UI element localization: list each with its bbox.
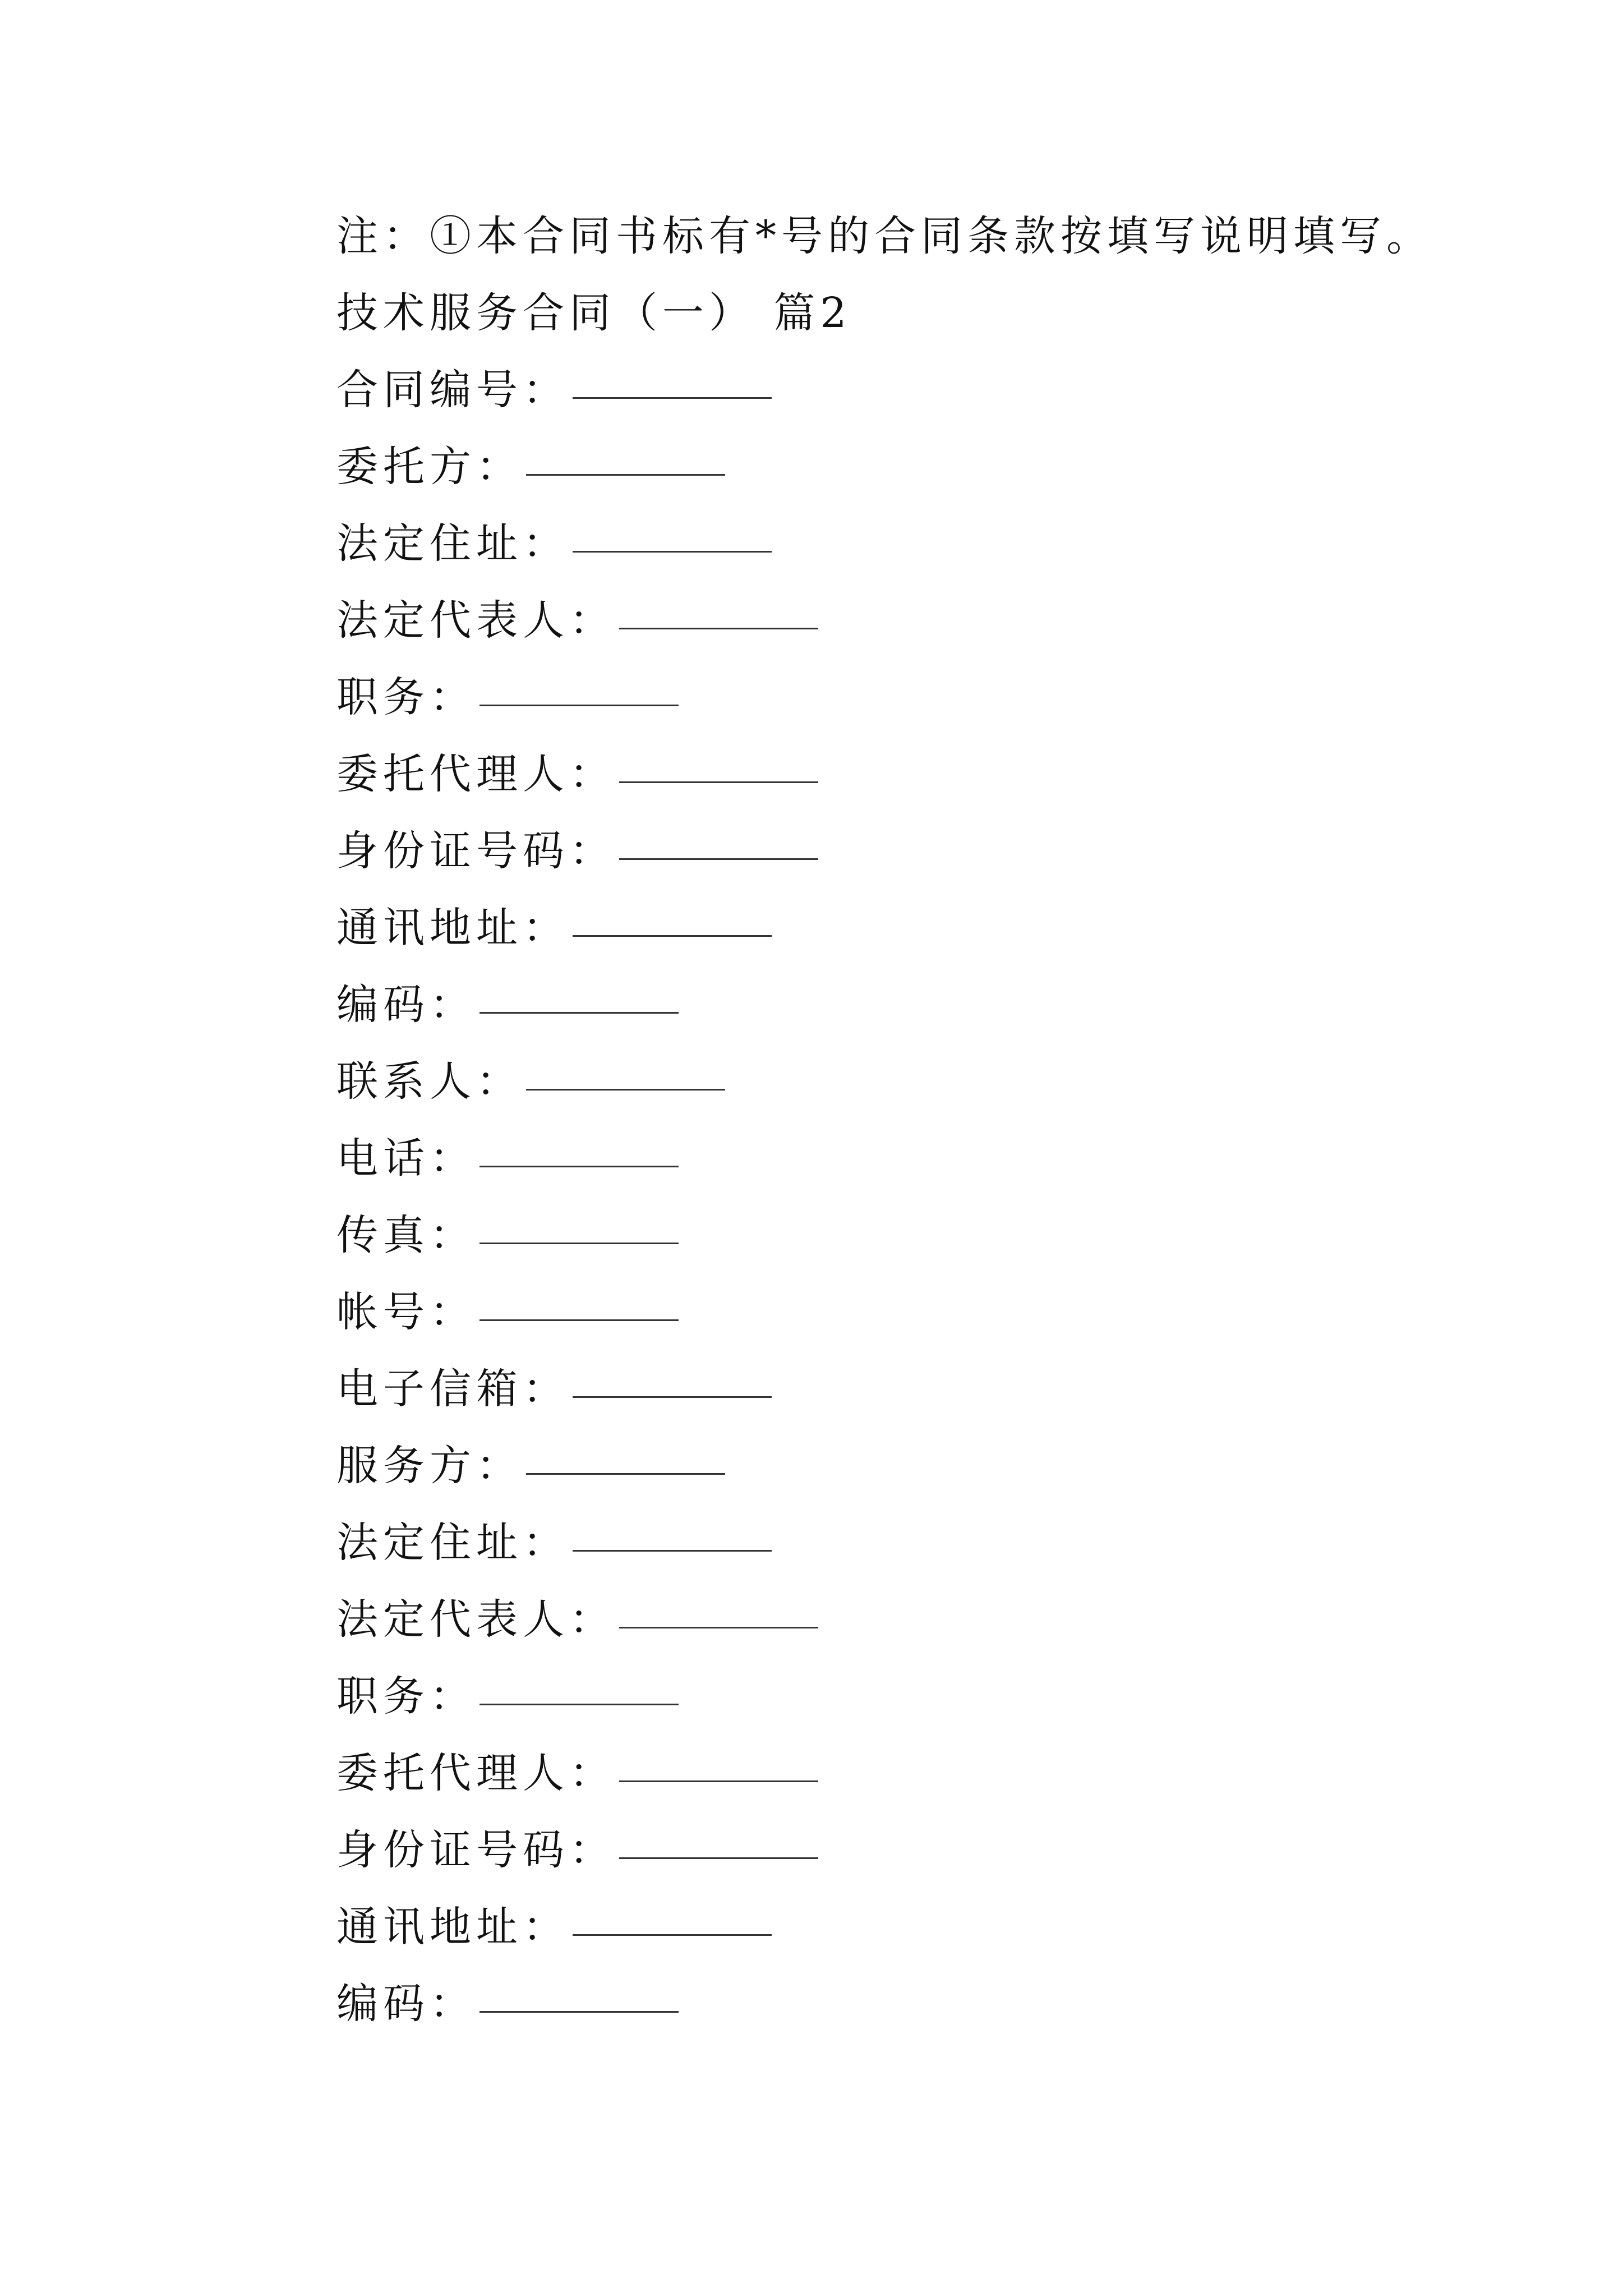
field-row-postcode [336, 977, 1514, 1054]
field-row-email [336, 1361, 1514, 1438]
fill-blank [619, 823, 818, 860]
fill-blank [479, 1285, 679, 1321]
section-title [336, 286, 1514, 362]
field-label: 合同编号： [336, 366, 569, 414]
document-body [336, 209, 1514, 2053]
field-label: 电子信箱： [336, 1365, 569, 1413]
field-row-account [336, 1285, 1514, 1361]
field-label: 职务： [336, 673, 476, 721]
fill-blank [479, 1131, 679, 1167]
field-label: 传真： [336, 1211, 476, 1259]
contract-note [336, 209, 1514, 286]
field-label: 法定代表人： [336, 596, 616, 645]
field-label: 委托代理人： [336, 1749, 616, 1797]
field-label: 法定代表人： [336, 1595, 616, 1644]
field-row-position-2 [336, 1669, 1514, 1746]
fill-blank [619, 593, 818, 629]
field-row-position [336, 670, 1514, 747]
field-row-mailing-address-2 [336, 1899, 1514, 1976]
fill-blank [619, 1592, 818, 1628]
field-label: 职务： [336, 1672, 476, 1720]
field-label: 通讯地址： [336, 904, 569, 952]
fill-blank [573, 900, 772, 937]
field-label: 联系人： [336, 1057, 523, 1106]
field-label: 委托代理人： [336, 750, 616, 798]
fill-blank [526, 1438, 725, 1475]
field-row-id-number [336, 823, 1514, 900]
field-label: 帐号： [336, 1288, 476, 1336]
field-row-contract-number [336, 362, 1514, 439]
field-row-phone [336, 1131, 1514, 1208]
fill-blank [479, 1976, 679, 2013]
field-row-service-provider [336, 1438, 1514, 1515]
field-row-agent [336, 747, 1514, 823]
field-row-contact-person [336, 1054, 1514, 1131]
fill-blank [526, 439, 725, 476]
fill-blank [573, 1899, 772, 1936]
note-text: 注：①本合同书标有*号的合同条款按填写说明填写。 [336, 212, 1433, 260]
fill-blank [573, 362, 772, 399]
fill-blank [619, 747, 818, 783]
field-row-legal-representative [336, 593, 1514, 670]
fill-blank [479, 977, 679, 1014]
fill-blank [479, 670, 679, 706]
field-row-legal-address [336, 516, 1514, 593]
field-label: 法定住址： [336, 1519, 569, 1567]
field-label: 编码： [336, 981, 476, 1029]
field-label: 委托方： [336, 443, 523, 491]
fill-blank [573, 1515, 772, 1552]
field-label: 电话： [336, 1134, 476, 1182]
fill-blank [479, 1208, 679, 1244]
field-label: 通讯地址： [336, 1903, 569, 1951]
field-row-legal-representative-2 [336, 1592, 1514, 1669]
field-row-agent-2 [336, 1746, 1514, 1823]
field-row-client [336, 439, 1514, 516]
fill-blank [526, 1054, 725, 1091]
fill-blank [619, 1823, 818, 1859]
field-row-legal-address-2 [336, 1515, 1514, 1592]
fill-blank [619, 1746, 818, 1782]
fill-blank [479, 1669, 679, 1705]
field-row-postcode-2 [336, 1976, 1514, 2053]
fill-blank [573, 516, 772, 553]
section-title-text: 技术服务合同（一） 篇2 [336, 289, 852, 337]
field-label: 身份证号码： [336, 1826, 616, 1874]
field-row-id-number-2 [336, 1823, 1514, 1899]
field-row-mailing-address [336, 900, 1514, 977]
field-label: 身份证号码： [336, 827, 616, 875]
field-row-fax [336, 1208, 1514, 1285]
fill-blank [573, 1361, 772, 1398]
field-label: 法定住址： [336, 519, 569, 568]
field-label: 服务方： [336, 1442, 523, 1490]
field-label: 编码： [336, 1980, 476, 2028]
